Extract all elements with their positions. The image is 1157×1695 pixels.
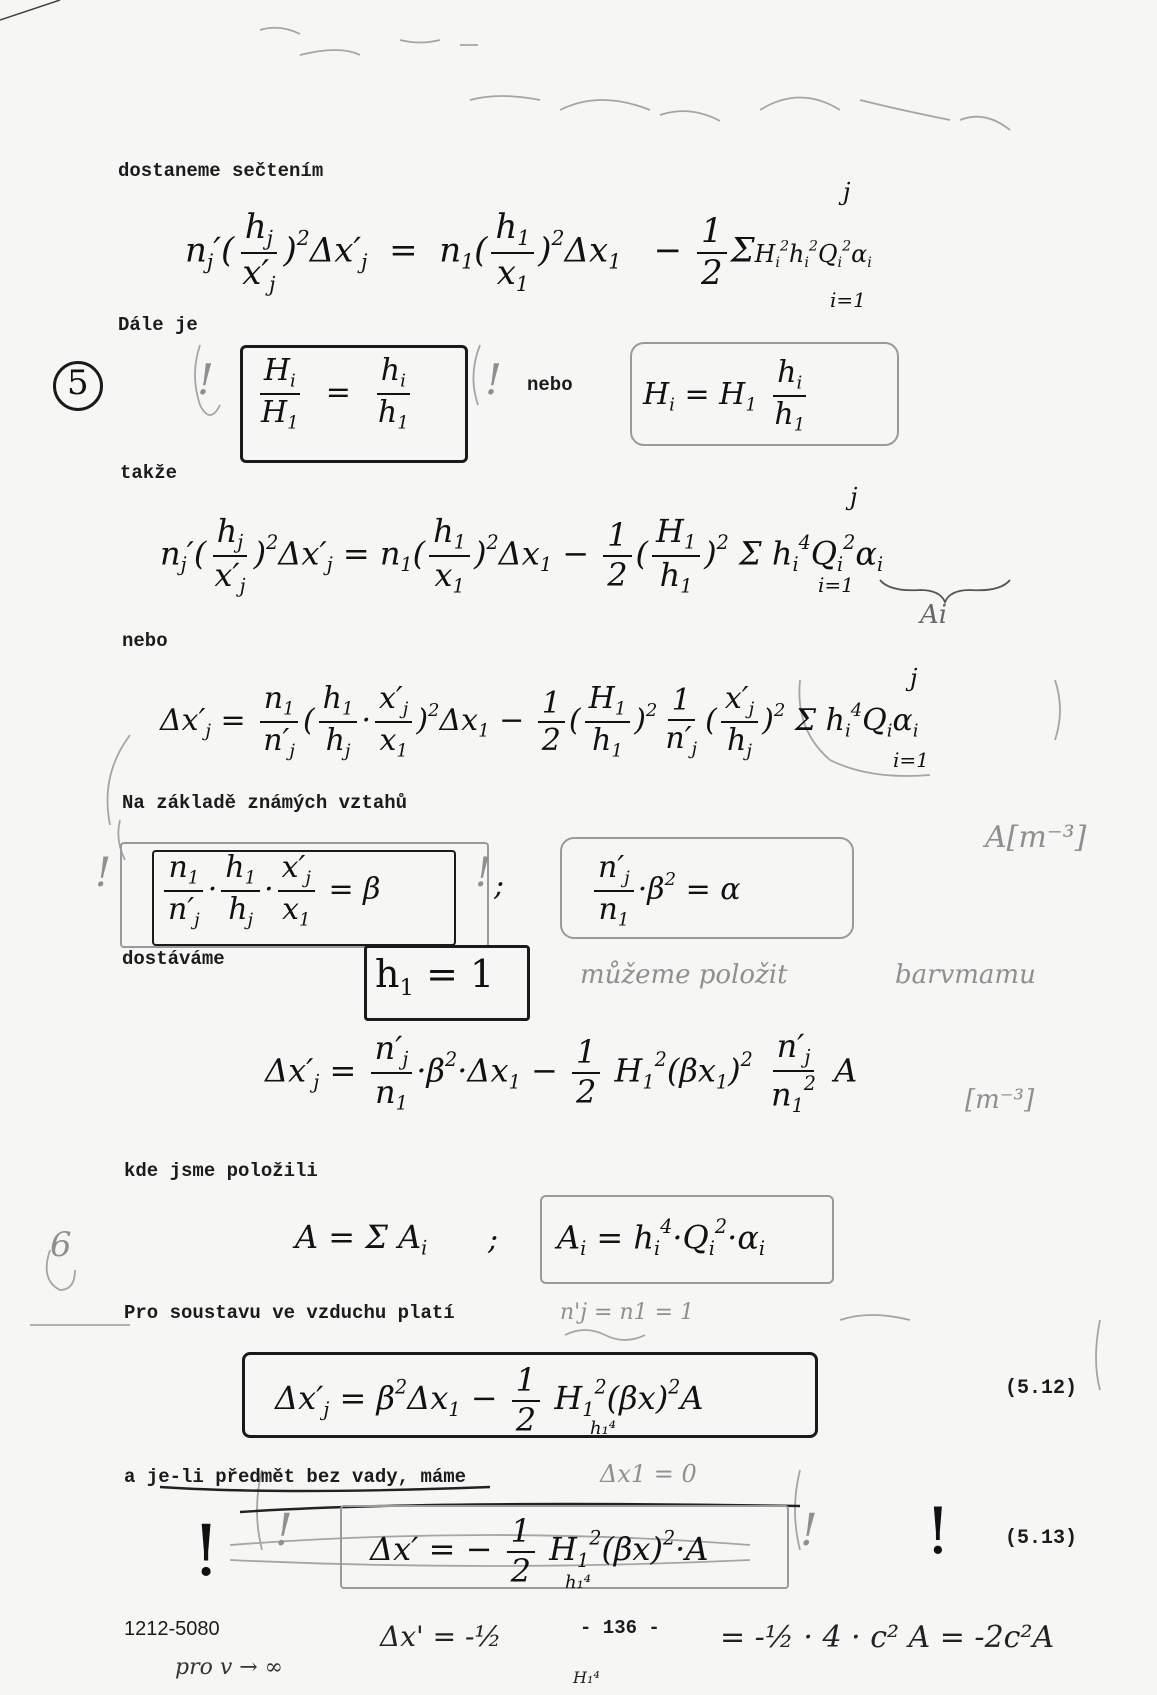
pencil-exclamation-5: ! (800, 1505, 818, 1556)
equation-number-5-13: (5.13) (1005, 1527, 1078, 1550)
bottom-calculation: = -½ · 4 · c² A = -2c²A (720, 1620, 1055, 1655)
pencil-exclamation-3: ! (95, 850, 112, 896)
pencil-exclamation-2: ! (485, 355, 502, 404)
equation-alpha: $\frac{n'_j}{n_1}$ $\cdot\beta^2 = \alpha$ (590, 852, 741, 930)
footer-code: 1212-5080 (124, 1618, 220, 1640)
h1-equals-1: $h_1 = 1$ (375, 952, 495, 1001)
sum-upper-limit-4: j (910, 664, 918, 692)
equation-beta: $\frac{n_1}{n'_j}$ · $\frac{h_1}{h_j}$ · $\frac{x'_j}{x_1}$ = β (160, 852, 381, 930)
equation-number-5-12: (5.12) (1005, 1377, 1078, 1400)
typed-text-line-6: Na základě známých vztahů (122, 792, 408, 814)
bottom-dx: Δx' = -½ (380, 1620, 502, 1653)
note-mozeme-polozit: můžeme položit (580, 960, 788, 990)
equation-1: $n_j'$( $\frac{h_j}{x'_j}$ )$^2\Delta x'_j = n_1$( $\frac{h_1}{x_1}$ )$^2\Delta x_1$ − $\frac{1}{2}$ $\Sigma H_i^2h_i^2Q_i^2\alpha_i$ (185, 207, 872, 296)
equation-6: $\Delta x'_j$ = $\frac{n'_j}{n_1}$ $\cdot\beta^2\cdot\Delta x_1$ − $\frac{1}{2}$ $H_1^2(\beta x_1)^2$ $\frac{n'_j}{n_1^2}$ A (265, 1027, 858, 1117)
unit-label-A: A[m⁻³] (985, 820, 1087, 855)
semicolon-1: ; (494, 868, 505, 903)
bottom-H: H₁⁴ (573, 1668, 600, 1687)
note-nj-equals: n'j = n1 = 1 (560, 1300, 695, 1325)
equation-Ai: $A_i = h_i^4\cdot Q_i^2\cdot\alpha_i$ (557, 1215, 766, 1261)
page-number: - 136 - (580, 1617, 660, 1639)
note-pro-v-infinity: pro v → ∞ (175, 1655, 284, 1680)
typed-text-line-8: kde jsme položili (124, 1160, 318, 1182)
pencil-exclamation-6: ! (275, 1505, 293, 1556)
typed-text-line-7: dostáváme (122, 948, 225, 970)
typed-text-nebo-1: nebo (527, 374, 573, 396)
typed-text-line-10: a je-li předmět bez vady, máme (124, 1466, 467, 1488)
note-dx-zero: Δx1 = 0 (600, 1460, 697, 1488)
typed-text-line-1: dostaneme sečtením (118, 160, 324, 182)
sub-h1-4-eq512: h₁⁴ (590, 1418, 617, 1439)
equation-3: $n_j'$( $\frac{h_j}{x'_j}$ )$^2\Delta x'_j = n_1$( $\frac{h_1}{x_1}$ )$^2\Delta x_1$ − $\frac{1}{2}$ ( $\frac{H_1}{h_1}$ )$^2$ Σ $h_i^4Q_i^2\alpha_i$ (160, 512, 884, 598)
ink-exclamation-left: ! (192, 1510, 221, 1592)
equation-5-13: Δx′ = − $\frac{1}{2}$ $H_1^2(\beta x)^2\cdot A$ (370, 1512, 709, 1590)
unit-label-bottom: [m⁻³] (965, 1085, 1035, 1115)
equation-4: $\Delta x'_j$ = $\frac{n_1}{n'_j}$ ( $\frac{h_1}{h_j}$ · $\frac{x'_j}{x_1}$ )$^2\Delta x_1$ − $\frac{1}{2}$ ( $\frac{H_1}{h_1}$ )$^2$ $\frac{1}{n'_j}$ ( $\frac{x'_j}{h_j}$ )$^2$ Σ $h_i^4Q_i\alpha_i$ (160, 681, 919, 762)
equation-5-12: $\Delta x'_j = \beta^2\Delta x_1$ − $\frac{1}{2}$ $H_1^2(\beta x)^2A$ (275, 1361, 704, 1439)
typed-text-line-4: takže (120, 462, 178, 484)
typed-text-line-2: Dále je (118, 314, 198, 336)
typed-text-nebo-2: nebo (122, 630, 168, 652)
label-Ai-under-brace: Ai (920, 600, 948, 630)
pencil-exclamation-4: ! (475, 850, 492, 896)
note-barvmamu: barvmamu (895, 960, 1036, 990)
semicolon-2: ; (488, 1222, 499, 1257)
typed-text-line-9: Pro soustavu ve vzduchu platí (124, 1302, 455, 1324)
ink-exclamation-right: ! (925, 1495, 951, 1569)
equation-Hi-ratio: $\frac{H_i}{H_1}$ = $\frac{h_i}{h_1}$ (261, 353, 409, 434)
equation-A-sum: A = Σ $A_i$ (295, 1218, 428, 1260)
sum-lower-limit-4: i=1 (893, 748, 929, 772)
sum-lower-limit-1: i=1 (830, 288, 866, 312)
margin-circled-number-5: 5 (53, 361, 103, 411)
sub-h1-4-eq513: h₁⁴ (565, 1572, 592, 1593)
equation-Hi-alt: $H_i = H_1$ $\frac{h_i}{h_1}$ (643, 355, 806, 436)
sum-upper-limit-3: j (850, 483, 858, 511)
margin-circled-number-6: 6 (50, 1225, 72, 1265)
sum-lower-limit-3: i=1 (818, 573, 854, 597)
sum-upper-limit-1: j (843, 178, 851, 206)
pencil-exclamation-1: ! (197, 355, 214, 404)
